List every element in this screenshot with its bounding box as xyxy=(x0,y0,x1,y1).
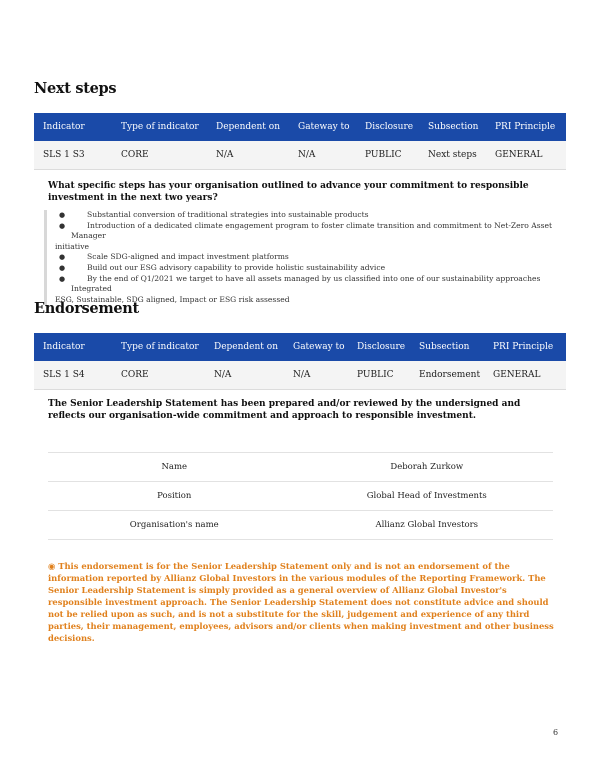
header-disclosure: Disclosure xyxy=(365,122,414,132)
header-indicator: Indicator xyxy=(43,342,85,352)
table-header-row xyxy=(34,113,566,141)
header-type: Type of indicator xyxy=(121,342,199,352)
header-subsection: Subsection xyxy=(419,342,470,352)
endorsement-statement: The Senior Leadership Statement has been prepared and/or reviewed by the undersigned and reflects our organisation-wide commitment and approach to responsible investment. xyxy=(48,399,521,421)
field-label-name: Name xyxy=(161,462,188,472)
bullet-icon: ● xyxy=(59,274,66,283)
section-title-endorsement: Endorsement xyxy=(34,300,139,317)
table-row xyxy=(34,141,566,169)
endorsement-signature-table xyxy=(48,452,553,540)
table-row xyxy=(48,482,553,511)
header-indicator: Indicator xyxy=(43,122,85,132)
bullet-icon: ● xyxy=(59,221,66,230)
cell-subsection: Endorsement xyxy=(419,369,481,380)
cell-type: CORE xyxy=(121,149,149,160)
list-item: ● Build out our ESG advisory capability to provide holistic sustainability advice xyxy=(59,262,386,272)
table-header-row xyxy=(34,333,566,361)
cell-indicator: SLS 1 S3 xyxy=(43,149,85,160)
question-next-steps: What specific steps has your organisation outlined to advance your commitment to responsible investment in the next two years? xyxy=(48,181,529,203)
bullet-icon: ● xyxy=(59,263,66,272)
header-gateway: Gateway to xyxy=(298,122,350,132)
list-item-continuation: ESG, Sustainable, SDG aligned, Impact or ESG risk assessed xyxy=(55,294,290,304)
field-label-organisation: Organisation's name xyxy=(129,520,219,530)
header-dependent: Dependent on xyxy=(216,122,281,132)
table-row xyxy=(34,361,566,389)
cell-pri-principle: GENERAL xyxy=(495,149,543,160)
header-subsection: Subsection xyxy=(428,122,479,132)
list-item: ● Substantial conversion of traditional strategies into sustainable products xyxy=(59,210,369,219)
cell-disclosure: PUBLIC xyxy=(357,369,394,380)
cell-subsection: Next steps xyxy=(428,149,477,160)
list-item: ● Scale SDG-aligned and impact investment platforms xyxy=(59,252,289,262)
cell-dependent: N/A xyxy=(214,369,232,380)
header-disclosure: Disclosure xyxy=(357,342,406,352)
table-row xyxy=(48,511,553,540)
field-value-position: Global Head of Investments xyxy=(366,491,487,501)
list-item: ● By the end of Q1/2021 we target to have all assets managed by us classified into one of our sustainability approaches Integrated xyxy=(59,273,541,294)
cell-gateway: N/A xyxy=(293,369,311,380)
bullet-icon: ● xyxy=(59,211,66,219)
cell-pri-principle: GENERAL xyxy=(493,369,541,380)
cell-dependent: N/A xyxy=(216,149,234,160)
indicator-table-next-steps xyxy=(34,113,566,170)
header-pri-principle: PRI Principle xyxy=(493,342,554,352)
section-title-next-steps: Next steps xyxy=(34,80,117,97)
cell-type: CORE xyxy=(121,369,149,380)
page-number: 6 xyxy=(553,728,559,737)
header-pri-principle: PRI Principle xyxy=(495,122,556,132)
cell-gateway: N/A xyxy=(298,149,316,160)
header-type: Type of indicator xyxy=(121,122,199,132)
header-dependent: Dependent on xyxy=(214,342,279,352)
indicator-table-endorsement xyxy=(34,333,566,390)
field-label-position: Position xyxy=(157,491,192,501)
answer-bullet-list xyxy=(44,210,567,305)
list-item-continuation: initiative xyxy=(55,241,90,251)
bullet-icon: ● xyxy=(59,253,66,262)
header-gateway: Gateway to xyxy=(293,342,345,352)
cell-indicator: SLS 1 S4 xyxy=(43,369,85,380)
list-item: ● Introduction of a dedicated climate engagement program to foster climate transition and commitment to Net-Zero Asset Manager xyxy=(59,220,553,241)
field-value-name: Deborah Zurkow xyxy=(390,462,464,472)
table-row xyxy=(48,453,553,482)
endorsement-disclaimer-notice: ◉ This endorsement is for the Senior Leadership Statement only and is not an endorsement of the information reported by Allianz Global Investors in the various modules of the Reporting Framework. The Senior Leadership Statement is simply provided as a general overview of Allianz Global Investor's responsible investment approach. The Senior Leadership Statement does not constitute advice and should not be relied upon as such, and is not a substitute for the skill, judgement and experience of any third parties, their management, employees, advisors and/or clients when making investment and other business decisions. xyxy=(48,561,554,643)
field-value-organisation: Allianz Global Investors xyxy=(375,520,479,530)
cell-disclosure: PUBLIC xyxy=(365,149,402,160)
